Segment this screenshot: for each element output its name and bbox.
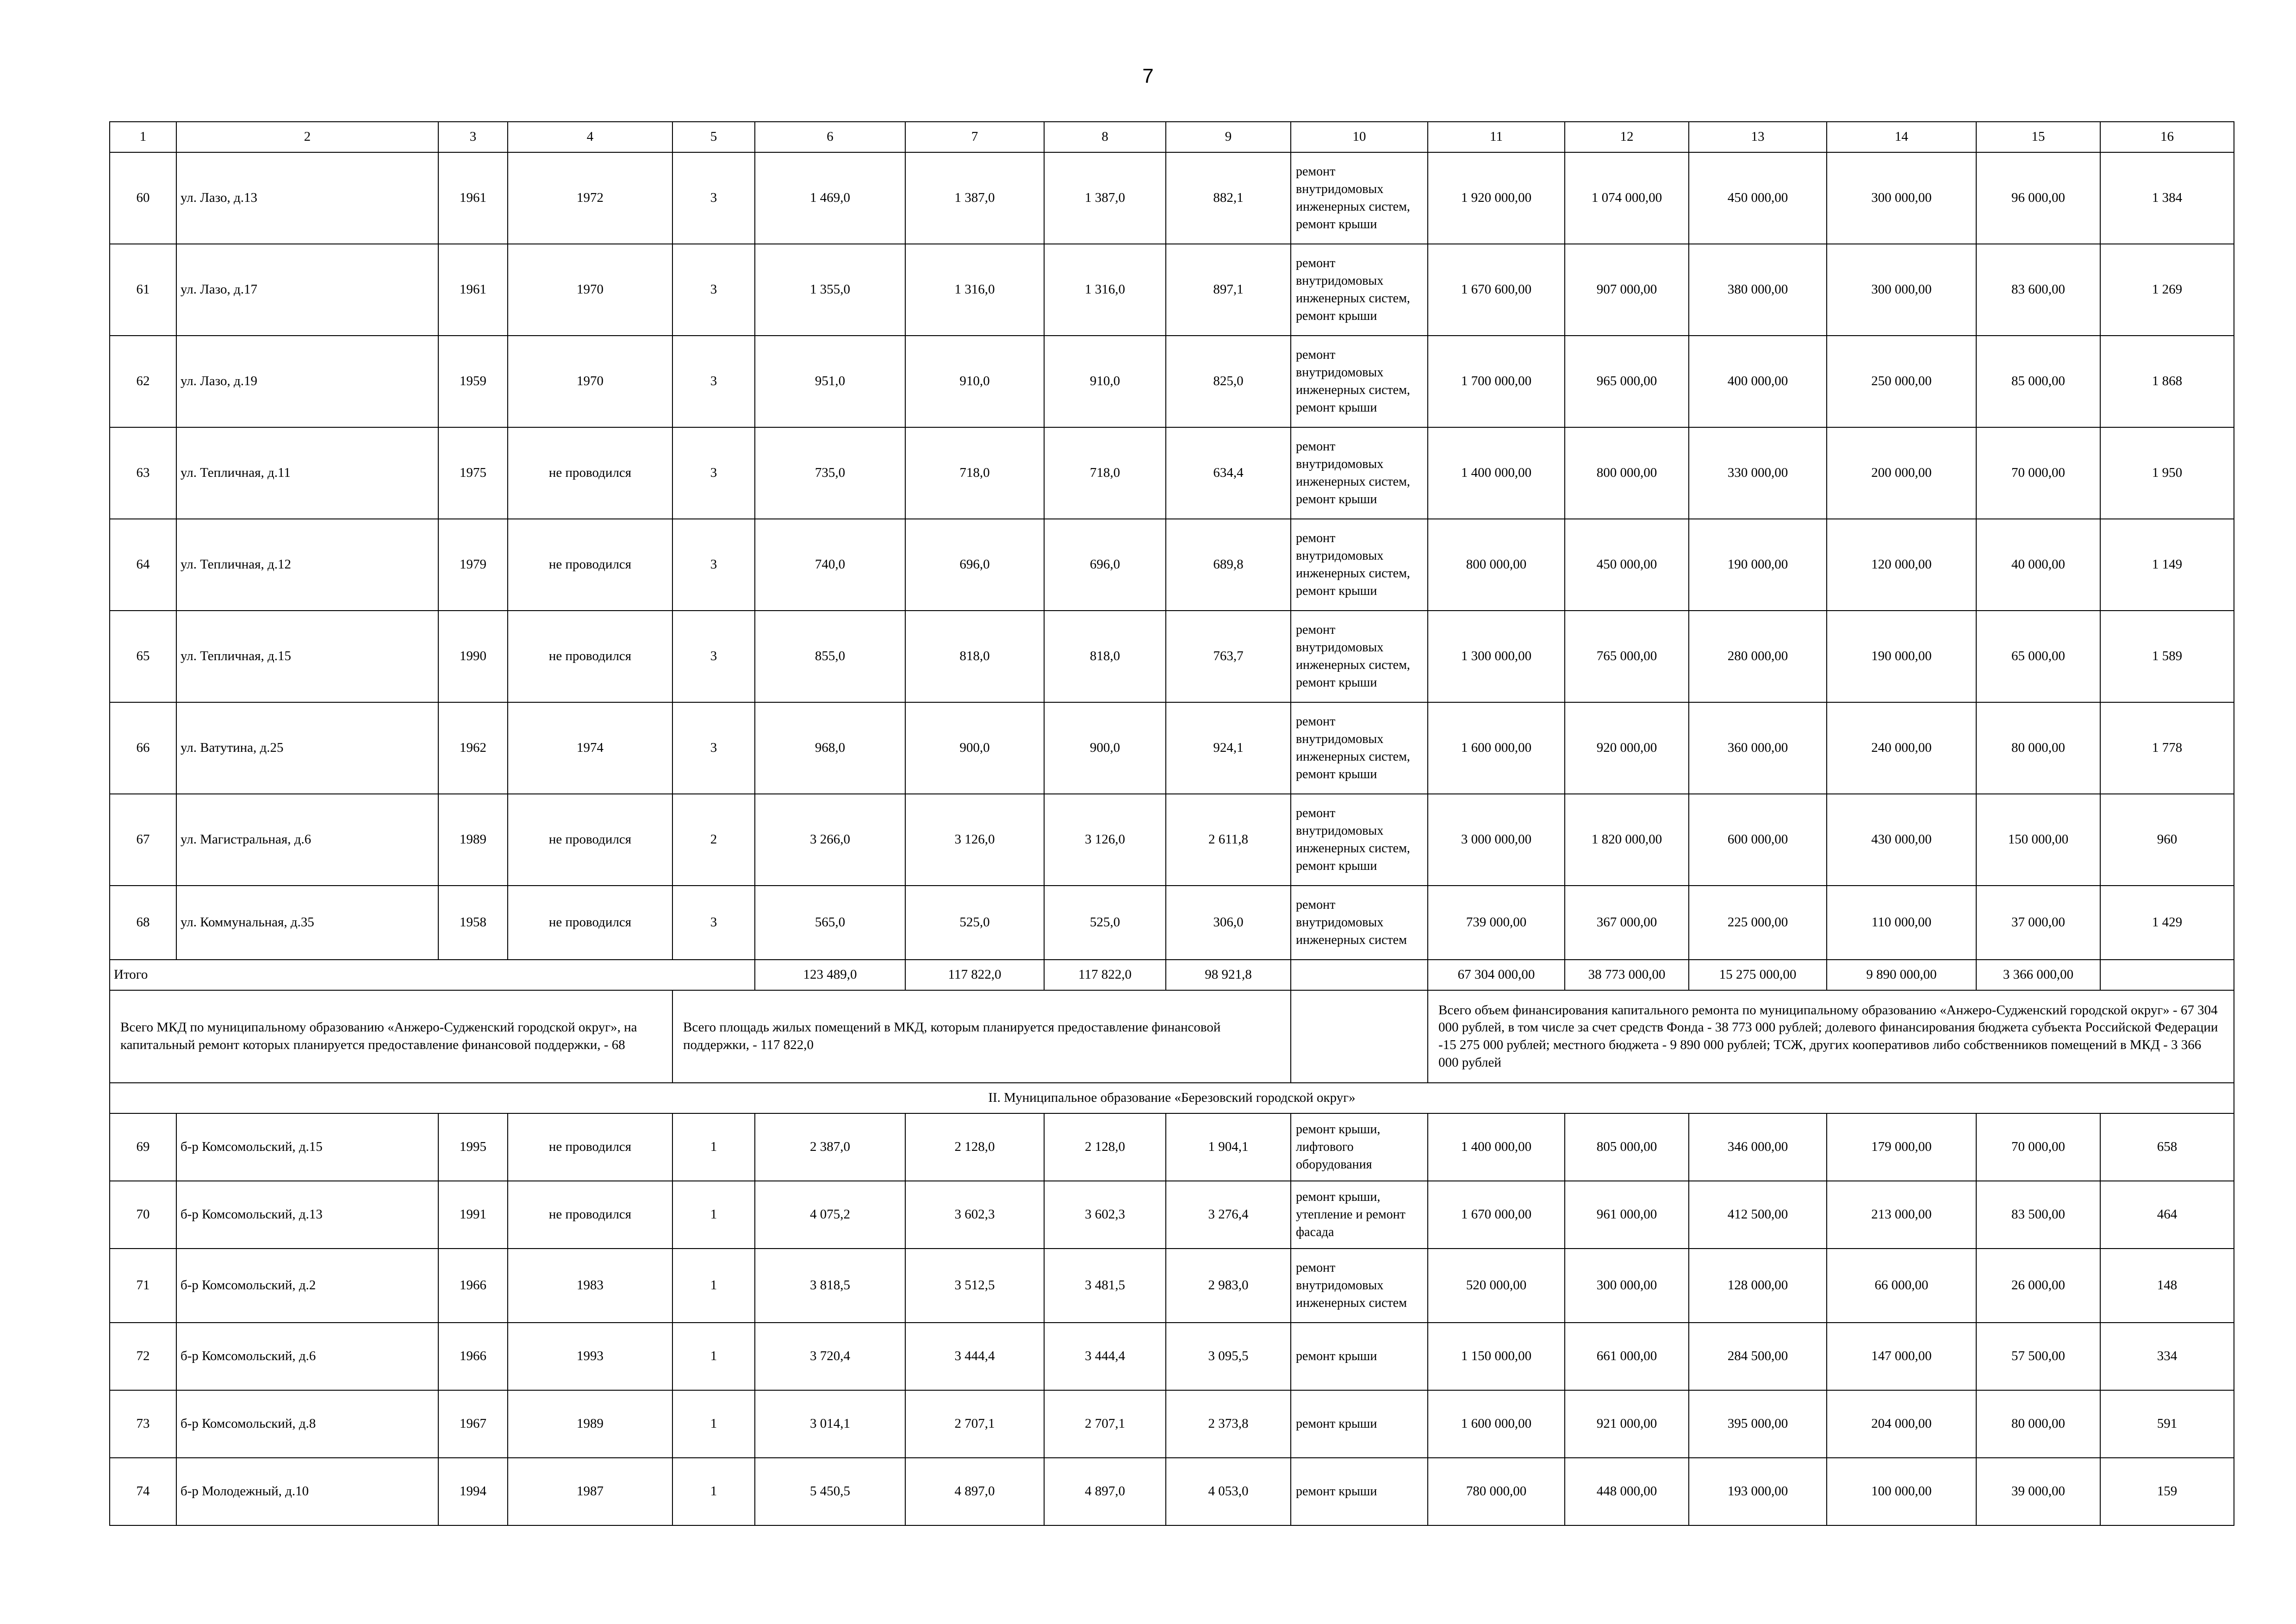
row-number-cell: 64	[110, 519, 176, 611]
last-repair-cell: 1987	[508, 1458, 672, 1525]
category-cell: 1	[672, 1249, 755, 1323]
owners-cost-cell: 37 000,00	[1976, 886, 2100, 960]
address-cell: б-р Комсомольский, д.13	[176, 1181, 438, 1249]
area-cell: 2 611,8	[1166, 794, 1291, 886]
table-row	[110, 244, 2234, 336]
owners-cost-cell: 96 000,00	[1976, 152, 2100, 244]
row-number-cell: 71	[110, 1249, 176, 1323]
last-repair-cell: не проводился	[508, 1181, 672, 1249]
column-number-cell: 9	[1166, 122, 1291, 152]
total-area-cell: 5 450,5	[755, 1458, 905, 1525]
category-cell: 1	[672, 1390, 755, 1458]
last-repair-cell: 1993	[508, 1323, 672, 1390]
total-cost-cell: 1 400 000,00	[1428, 427, 1565, 519]
address-cell: б-р Комсомольский, д.8	[176, 1390, 438, 1458]
local-budget-cell: 66 000,00	[1827, 1249, 1976, 1323]
regional-budget-cell: 330 000,00	[1689, 427, 1827, 519]
specific-cost-cell: 159	[2100, 1458, 2234, 1525]
total-area-cell: 740,0	[755, 519, 905, 611]
table-row	[110, 427, 2234, 519]
specific-cost-cell: 1 868	[2100, 336, 2234, 427]
local-budget-cell: 100 000,00	[1827, 1458, 1976, 1525]
area-cell: 3 481,5	[1044, 1249, 1166, 1323]
area-cell: 4 053,0	[1166, 1458, 1291, 1525]
row-number-cell: 67	[110, 794, 176, 886]
area-cell: 634,4	[1166, 427, 1291, 519]
fund-cost-cell: 907 000,00	[1565, 244, 1689, 336]
fund-cost-cell: 805 000,00	[1565, 1113, 1689, 1181]
table-row	[110, 152, 2234, 244]
area-cell: 306,0	[1166, 886, 1291, 960]
total-cost-cell: 1 670 000,00	[1428, 1181, 1565, 1249]
area-cell: 2 983,0	[1166, 1249, 1291, 1323]
summary-row	[110, 990, 2234, 1083]
local-budget-cell: 430 000,00	[1827, 794, 1976, 886]
regional-budget-cell: 395 000,00	[1689, 1390, 1827, 1458]
specific-cost-cell: 960	[2100, 794, 2234, 886]
work-type-cell: ремонт крыши	[1291, 1458, 1428, 1525]
local-budget-cell: 190 000,00	[1827, 611, 1976, 702]
fund-cost-cell: 920 000,00	[1565, 702, 1689, 794]
row-number-cell: 68	[110, 886, 176, 960]
column-number-cell: 7	[905, 122, 1044, 152]
residential-area-cell: 818,0	[905, 611, 1044, 702]
owners-cost-cell: 150 000,00	[1976, 794, 2100, 886]
local-budget-cell: 204 000,00	[1827, 1390, 1976, 1458]
owners-cost-cell: 40 000,00	[1976, 519, 2100, 611]
regional-budget-cell: 400 000,00	[1689, 336, 1827, 427]
work-type-cell: ремонт внутридомовых инженерных систем, ремонт крыши	[1291, 427, 1428, 519]
fund-cost-cell: 367 000,00	[1565, 886, 1689, 960]
row-number-cell: 60	[110, 152, 176, 244]
area-cell: 4 897,0	[1044, 1458, 1166, 1525]
residential-area-cell: 3 126,0	[905, 794, 1044, 886]
residential-area-cell: 2 128,0	[905, 1113, 1044, 1181]
work-type-cell: ремонт крыши, лифтового оборудования	[1291, 1113, 1428, 1181]
empty-cell	[1291, 990, 1428, 1083]
total-area-cell: 951,0	[755, 336, 905, 427]
column-number-cell: 16	[2100, 122, 2234, 152]
row-number-cell: 63	[110, 427, 176, 519]
build-year-cell: 1958	[438, 886, 508, 960]
build-year-cell: 1995	[438, 1113, 508, 1181]
local-budget-cell: 300 000,00	[1827, 152, 1976, 244]
fund-cost-cell: 961 000,00	[1565, 1181, 1689, 1249]
local-budget-cell: 213 000,00	[1827, 1181, 1976, 1249]
table-row	[110, 1390, 2234, 1458]
build-year-cell: 1991	[438, 1181, 508, 1249]
owners-cost-cell: 70 000,00	[1976, 427, 2100, 519]
fund-cost-cell: 450 000,00	[1565, 519, 1689, 611]
column-number-cell: 1	[110, 122, 176, 152]
address-cell: ул. Тепличная, д.15	[176, 611, 438, 702]
fund-cost-cell: 800 000,00	[1565, 427, 1689, 519]
column-number-cell: 3	[438, 122, 508, 152]
address-cell: ул. Магистральная, д.6	[176, 794, 438, 886]
total-area-cell: 3 720,4	[755, 1323, 905, 1390]
regional-budget-cell: 380 000,00	[1689, 244, 1827, 336]
empty-cell	[1291, 960, 1428, 990]
page-number: 7	[1142, 65, 1154, 87]
table-row	[110, 1113, 2234, 1181]
residential-area-cell: 718,0	[905, 427, 1044, 519]
work-type-cell: ремонт внутридомовых инженерных систем, ремонт крыши	[1291, 336, 1428, 427]
total-cost-cell: 1 700 000,00	[1428, 336, 1565, 427]
work-type-cell: ремонт крыши	[1291, 1390, 1428, 1458]
total-region-cell: 15 275 000,00	[1689, 960, 1827, 990]
regional-budget-cell: 128 000,00	[1689, 1249, 1827, 1323]
local-budget-cell: 250 000,00	[1827, 336, 1976, 427]
section-row	[110, 1083, 2234, 1113]
specific-cost-cell: 591	[2100, 1390, 2234, 1458]
build-year-cell: 1967	[438, 1390, 508, 1458]
column-number-cell: 5	[672, 122, 755, 152]
category-cell: 3	[672, 427, 755, 519]
address-cell: ул. Лазо, д.13	[176, 152, 438, 244]
last-repair-cell: не проводился	[508, 794, 672, 886]
last-repair-cell: 1970	[508, 244, 672, 336]
regional-budget-cell: 600 000,00	[1689, 794, 1827, 886]
regional-budget-cell: 412 500,00	[1689, 1181, 1827, 1249]
build-year-cell: 1959	[438, 336, 508, 427]
owners-cost-cell: 80 000,00	[1976, 1390, 2100, 1458]
total-cost-cell: 1 300 000,00	[1428, 611, 1565, 702]
work-type-cell: ремонт внутридомовых инженерных систем	[1291, 886, 1428, 960]
residential-area-cell: 910,0	[905, 336, 1044, 427]
specific-cost-cell: 1 269	[2100, 244, 2234, 336]
work-type-cell: ремонт внутридомовых инженерных систем, ремонт крыши	[1291, 794, 1428, 886]
total-area-cell: 735,0	[755, 427, 905, 519]
specific-cost-cell: 464	[2100, 1181, 2234, 1249]
total-area-cell: 968,0	[755, 702, 905, 794]
work-type-cell: ремонт внутридомовых инженерных систем, ремонт крыши	[1291, 244, 1428, 336]
owners-cost-cell: 80 000,00	[1976, 702, 2100, 794]
column-number-cell: 15	[1976, 122, 2100, 152]
specific-cost-cell: 334	[2100, 1323, 2234, 1390]
address-cell: б-р Комсомольский, д.2	[176, 1249, 438, 1323]
local-budget-cell: 240 000,00	[1827, 702, 1976, 794]
total-row	[110, 960, 2234, 990]
work-type-cell: ремонт внутридомовых инженерных систем, ремонт крыши	[1291, 152, 1428, 244]
category-cell: 1	[672, 1113, 755, 1181]
column-number-cell: 11	[1428, 122, 1565, 152]
residential-area-cell: 525,0	[905, 886, 1044, 960]
work-type-cell: ремонт внутридомовых инженерных систем, ремонт крыши	[1291, 519, 1428, 611]
row-number-cell: 65	[110, 611, 176, 702]
work-type-cell: ремонт внутридомовых инженерных систем, ремонт крыши	[1291, 702, 1428, 794]
area-cell: 897,1	[1166, 244, 1291, 336]
category-cell: 1	[672, 1458, 755, 1525]
build-year-cell: 1966	[438, 1323, 508, 1390]
table-row	[110, 1323, 2234, 1390]
category-cell: 3	[672, 152, 755, 244]
regional-budget-cell: 360 000,00	[1689, 702, 1827, 794]
row-number-cell: 73	[110, 1390, 176, 1458]
owners-cost-cell: 83 500,00	[1976, 1181, 2100, 1249]
area-cell: 525,0	[1044, 886, 1166, 960]
fund-cost-cell: 300 000,00	[1565, 1249, 1689, 1323]
local-budget-cell: 120 000,00	[1827, 519, 1976, 611]
build-year-cell: 1979	[438, 519, 508, 611]
area-cell: 2 128,0	[1044, 1113, 1166, 1181]
address-cell: ул. Ватутина, д.25	[176, 702, 438, 794]
summary-house-count: Всего МКД по муниципальному образованию «Анжеро-Судженский городской округ», на капитальный ремонт которых планируется предоставление финансовой поддержки, - 68	[110, 990, 672, 1083]
address-cell: б-р Комсомольский, д.15	[176, 1113, 438, 1181]
area-cell: 825,0	[1166, 336, 1291, 427]
area-cell: 3 276,4	[1166, 1181, 1291, 1249]
fund-cost-cell: 1 820 000,00	[1565, 794, 1689, 886]
local-budget-cell: 110 000,00	[1827, 886, 1976, 960]
residential-area-cell: 3 444,4	[905, 1323, 1044, 1390]
regional-budget-cell: 450 000,00	[1689, 152, 1827, 244]
category-cell: 3	[672, 336, 755, 427]
total-cost-cell: 1 920 000,00	[1428, 152, 1565, 244]
residential-area-cell: 4 897,0	[905, 1458, 1044, 1525]
residential-area-cell: 2 707,1	[905, 1390, 1044, 1458]
regional-budget-cell: 346 000,00	[1689, 1113, 1827, 1181]
last-repair-cell: 1983	[508, 1249, 672, 1323]
last-repair-cell: не проводился	[508, 886, 672, 960]
table-row	[110, 336, 2234, 427]
address-cell: ул. Лазо, д.17	[176, 244, 438, 336]
regional-budget-cell: 284 500,00	[1689, 1323, 1827, 1390]
area-cell: 1 904,1	[1166, 1113, 1291, 1181]
address-cell: б-р Молодежный, д.10	[176, 1458, 438, 1525]
area-cell: 2 373,8	[1166, 1390, 1291, 1458]
area-cell: 696,0	[1044, 519, 1166, 611]
last-repair-cell: не проводился	[508, 611, 672, 702]
local-budget-cell: 300 000,00	[1827, 244, 1976, 336]
address-cell: ул. Лазо, д.19	[176, 336, 438, 427]
column-number-cell: 12	[1565, 122, 1689, 152]
fund-cost-cell: 1 074 000,00	[1565, 152, 1689, 244]
total-cost-cell: 739 000,00	[1428, 886, 1565, 960]
total-local-cell: 9 890 000,00	[1827, 960, 1976, 990]
total-area-cell: 1 355,0	[755, 244, 905, 336]
category-cell: 3	[672, 519, 755, 611]
regional-budget-cell: 225 000,00	[1689, 886, 1827, 960]
column-number-cell: 4	[508, 122, 672, 152]
work-type-cell: ремонт внутридомовых инженерных систем	[1291, 1249, 1428, 1323]
total-fund-cell: 38 773 000,00	[1565, 960, 1689, 990]
residential-area-cell: 3 602,3	[905, 1181, 1044, 1249]
total-area-cell: 1 469,0	[755, 152, 905, 244]
column-number-cell: 10	[1291, 122, 1428, 152]
total-area-other-cell: 117 822,0	[1044, 960, 1166, 990]
total-area-cell: 855,0	[755, 611, 905, 702]
build-year-cell: 1962	[438, 702, 508, 794]
residential-area-cell: 1 387,0	[905, 152, 1044, 244]
category-cell: 3	[672, 702, 755, 794]
total-area-cell: 3 014,1	[755, 1390, 905, 1458]
total-area-cell: 3 818,5	[755, 1249, 905, 1323]
work-type-cell: ремонт внутридомовых инженерных систем, ремонт крыши	[1291, 611, 1428, 702]
total-cost-total-cell: 67 304 000,00	[1428, 960, 1565, 990]
work-type-cell: ремонт крыши, утепление и ремонт фасада	[1291, 1181, 1428, 1249]
column-number-cell: 8	[1044, 122, 1166, 152]
row-number-cell: 62	[110, 336, 176, 427]
category-cell: 1	[672, 1181, 755, 1249]
category-cell: 3	[672, 886, 755, 960]
table-row	[110, 519, 2234, 611]
area-cell: 3 126,0	[1044, 794, 1166, 886]
specific-cost-cell: 1 950	[2100, 427, 2234, 519]
owners-cost-cell: 83 600,00	[1976, 244, 2100, 336]
specific-cost-cell: 1 429	[2100, 886, 2234, 960]
total-area-extra-cell: 98 921,8	[1166, 960, 1291, 990]
specific-cost-cell: 1 589	[2100, 611, 2234, 702]
empty-cell	[2100, 960, 2234, 990]
build-year-cell: 1994	[438, 1458, 508, 1525]
row-number-cell: 69	[110, 1113, 176, 1181]
specific-cost-cell: 1 384	[2100, 152, 2234, 244]
total-cost-cell: 1 400 000,00	[1428, 1113, 1565, 1181]
specific-cost-cell: 1 778	[2100, 702, 2234, 794]
build-year-cell: 1961	[438, 152, 508, 244]
total-cost-cell: 3 000 000,00	[1428, 794, 1565, 886]
row-number-cell: 70	[110, 1181, 176, 1249]
total-area-cell: 565,0	[755, 886, 905, 960]
last-repair-cell: 1972	[508, 152, 672, 244]
area-cell: 900,0	[1044, 702, 1166, 794]
column-number-cell: 2	[176, 122, 438, 152]
specific-cost-cell: 658	[2100, 1113, 2234, 1181]
total-owners-cell: 3 366 000,00	[1976, 960, 2100, 990]
specific-cost-cell: 148	[2100, 1249, 2234, 1323]
total-area-res-cell: 117 822,0	[905, 960, 1044, 990]
category-cell: 1	[672, 1323, 755, 1390]
fund-cost-cell: 921 000,00	[1565, 1390, 1689, 1458]
regional-budget-cell: 280 000,00	[1689, 611, 1827, 702]
build-year-cell: 1961	[438, 244, 508, 336]
regional-budget-cell: 190 000,00	[1689, 519, 1827, 611]
local-budget-cell: 200 000,00	[1827, 427, 1976, 519]
table-row	[110, 702, 2234, 794]
column-number-row	[110, 122, 2234, 152]
section-title: II. Муниципальное образование «Березовский городской округ»	[110, 1083, 2234, 1113]
table-row	[110, 886, 2234, 960]
residential-area-cell: 3 512,5	[905, 1249, 1044, 1323]
column-number-cell: 14	[1827, 122, 1976, 152]
build-year-cell: 1975	[438, 427, 508, 519]
area-cell: 818,0	[1044, 611, 1166, 702]
build-year-cell: 1990	[438, 611, 508, 702]
fund-cost-cell: 661 000,00	[1565, 1323, 1689, 1390]
summary-financing: Всего объем финансирования капитального ремонта по муниципальному образованию «Анжеро-Судженский городской округ» - 67 304 000 рублей, в том числе за счет средств Фонда - 38 773 000 рублей; долевого финансирования бюджета субъекта Российской Федерации -15 275 000 рублей; местного бюджета - 9 890 000 рублей; ТСЖ, других кооперативов либо собственников помещений в МКД - 3 366 000 рублей	[1428, 990, 2234, 1083]
table-row	[110, 1458, 2234, 1525]
area-cell: 3 444,4	[1044, 1323, 1166, 1390]
residential-area-cell: 696,0	[905, 519, 1044, 611]
build-year-cell: 1966	[438, 1249, 508, 1323]
specific-cost-cell: 1 149	[2100, 519, 2234, 611]
total-area-cell: 2 387,0	[755, 1113, 905, 1181]
area-cell: 1 387,0	[1044, 152, 1166, 244]
repair-program-table	[109, 121, 2234, 1526]
address-cell: ул. Тепличная, д.12	[176, 519, 438, 611]
last-repair-cell: не проводился	[508, 1113, 672, 1181]
last-repair-cell: не проводился	[508, 519, 672, 611]
table-row	[110, 794, 2234, 886]
total-label: Итого	[110, 960, 755, 990]
category-cell: 2	[672, 794, 755, 886]
row-number-cell: 74	[110, 1458, 176, 1525]
total-area-cell: 3 266,0	[755, 794, 905, 886]
owners-cost-cell: 70 000,00	[1976, 1113, 2100, 1181]
owners-cost-cell: 39 000,00	[1976, 1458, 2100, 1525]
table-row	[110, 1181, 2234, 1249]
area-cell: 3 095,5	[1166, 1323, 1291, 1390]
last-repair-cell: 1989	[508, 1390, 672, 1458]
owners-cost-cell: 85 000,00	[1976, 336, 2100, 427]
residential-area-cell: 900,0	[905, 702, 1044, 794]
owners-cost-cell: 57 500,00	[1976, 1323, 2100, 1390]
last-repair-cell: 1970	[508, 336, 672, 427]
last-repair-cell: 1974	[508, 702, 672, 794]
total-cost-cell: 780 000,00	[1428, 1458, 1565, 1525]
fund-cost-cell: 965 000,00	[1565, 336, 1689, 427]
area-cell: 910,0	[1044, 336, 1166, 427]
total-cost-cell: 520 000,00	[1428, 1249, 1565, 1323]
total-cost-cell: 1 670 600,00	[1428, 244, 1565, 336]
total-cost-cell: 1 600 000,00	[1428, 1390, 1565, 1458]
address-cell: ул. Тепличная, д.11	[176, 427, 438, 519]
row-number-cell: 61	[110, 244, 176, 336]
table-row	[110, 1249, 2234, 1323]
area-cell: 882,1	[1166, 152, 1291, 244]
total-area-total-cell: 123 489,0	[755, 960, 905, 990]
category-cell: 3	[672, 611, 755, 702]
local-budget-cell: 179 000,00	[1827, 1113, 1976, 1181]
owners-cost-cell: 65 000,00	[1976, 611, 2100, 702]
build-year-cell: 1989	[438, 794, 508, 886]
row-number-cell: 66	[110, 702, 176, 794]
address-cell: ул. Коммунальная, д.35	[176, 886, 438, 960]
total-cost-cell: 800 000,00	[1428, 519, 1565, 611]
area-cell: 3 602,3	[1044, 1181, 1166, 1249]
category-cell: 3	[672, 244, 755, 336]
last-repair-cell: не проводился	[508, 427, 672, 519]
area-cell: 924,1	[1166, 702, 1291, 794]
summary-area: Всего площадь жилых помещений в МКД, которым планируется предоставление финансовой поддержки, - 117 822,0	[672, 990, 1291, 1083]
table-row	[110, 611, 2234, 702]
column-number-cell: 13	[1689, 122, 1827, 152]
work-type-cell: ремонт крыши	[1291, 1323, 1428, 1390]
column-number-cell: 6	[755, 122, 905, 152]
total-cost-cell: 1 150 000,00	[1428, 1323, 1565, 1390]
area-cell: 2 707,1	[1044, 1390, 1166, 1458]
address-cell: б-р Комсомольский, д.6	[176, 1323, 438, 1390]
regional-budget-cell: 193 000,00	[1689, 1458, 1827, 1525]
area-cell: 718,0	[1044, 427, 1166, 519]
area-cell: 1 316,0	[1044, 244, 1166, 336]
total-area-cell: 4 075,2	[755, 1181, 905, 1249]
local-budget-cell: 147 000,00	[1827, 1323, 1976, 1390]
owners-cost-cell: 26 000,00	[1976, 1249, 2100, 1323]
fund-cost-cell: 448 000,00	[1565, 1458, 1689, 1525]
row-number-cell: 72	[110, 1323, 176, 1390]
area-cell: 689,8	[1166, 519, 1291, 611]
area-cell: 763,7	[1166, 611, 1291, 702]
table-body	[110, 122, 2234, 1525]
fund-cost-cell: 765 000,00	[1565, 611, 1689, 702]
total-cost-cell: 1 600 000,00	[1428, 702, 1565, 794]
residential-area-cell: 1 316,0	[905, 244, 1044, 336]
